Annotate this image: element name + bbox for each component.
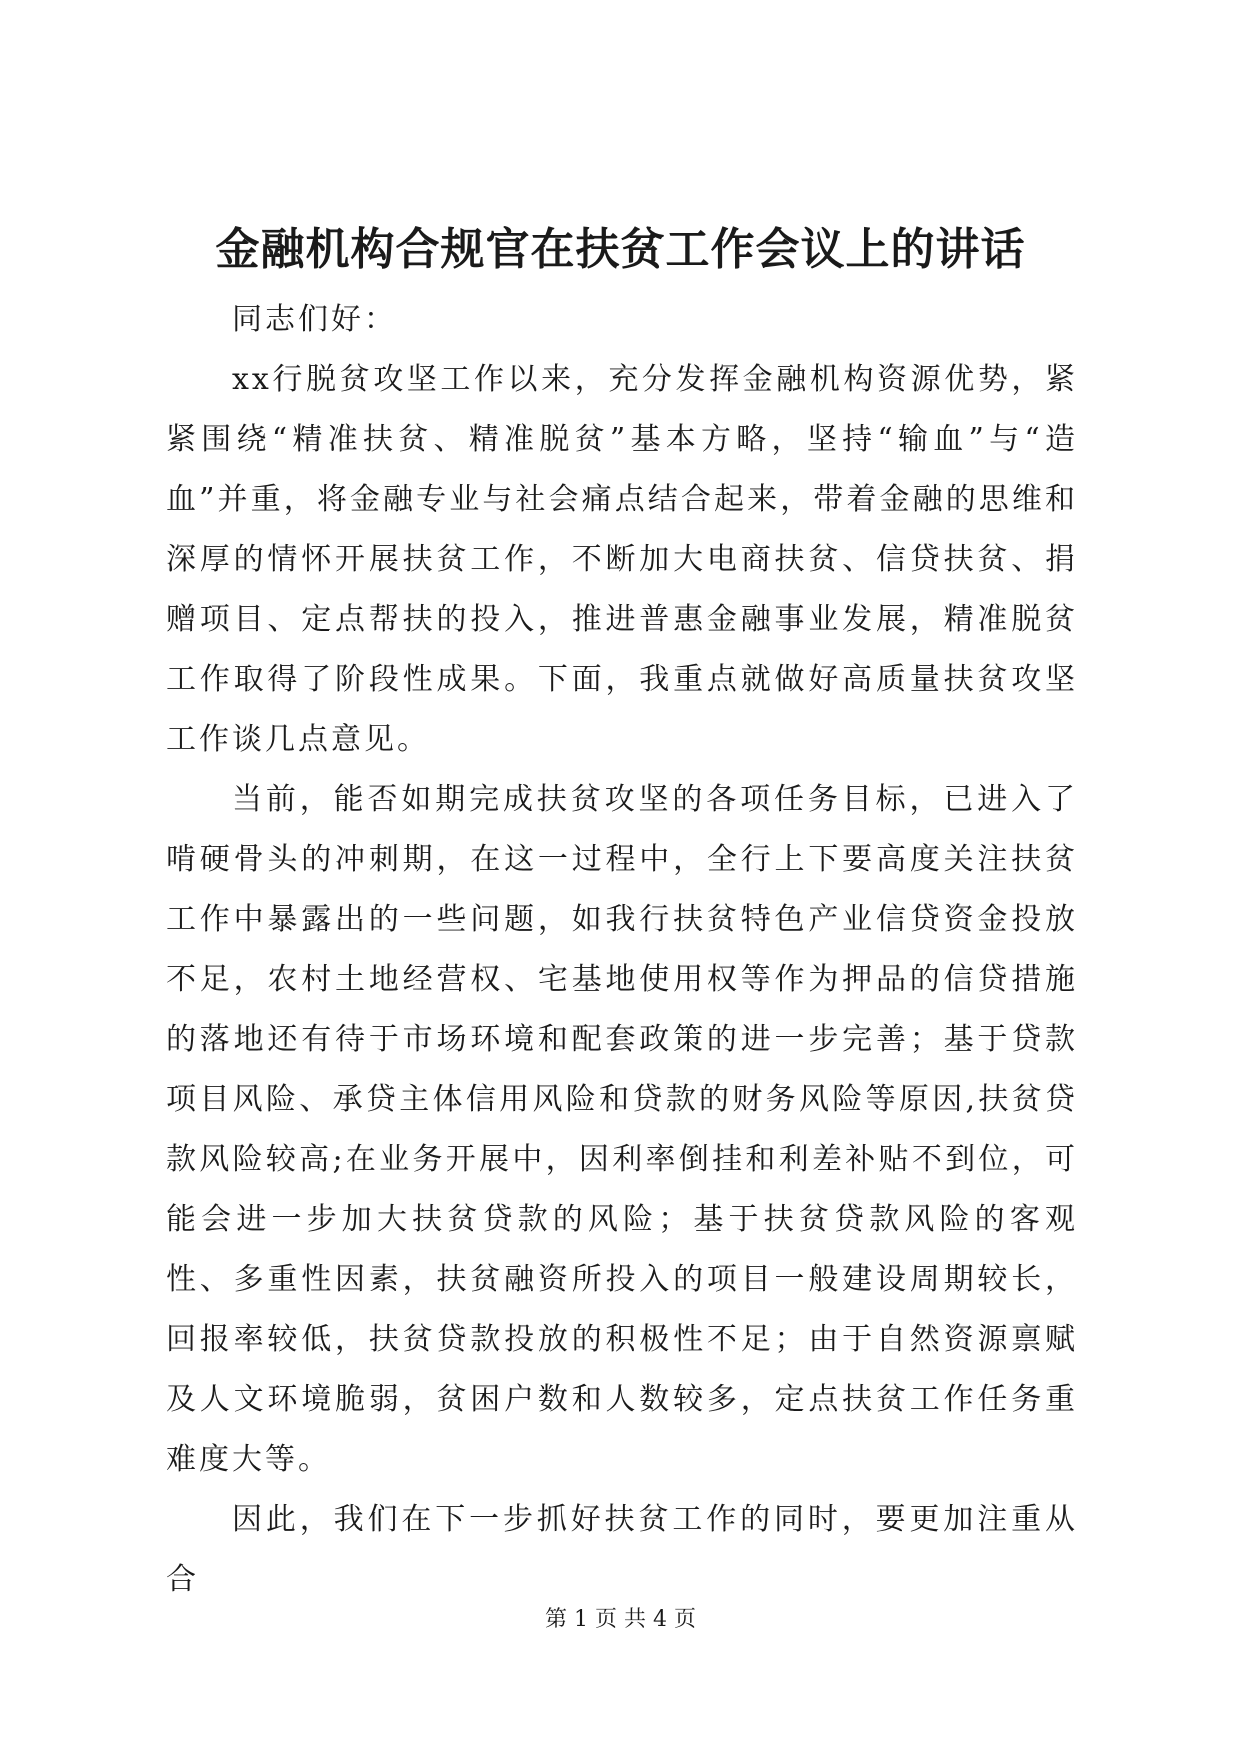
document-title: 金融机构合规官在扶贫工作会议上的讲话 [215,224,1026,275]
page-number: 第 1 页 共 4 页 [545,1607,696,1632]
page-footer [0,1605,1241,1635]
paragraph-1: xx行脱贫攻坚工作以来，充分发挥金融机构资源优势，紧紧围绕“精准扶贫、精准脱贫”基本方略，坚持“输血”与“造血”并重，将金融专业与社会痛点结合起来，带着金融的思维和深厚的情怀开展扶贫工作，不断加大电商扶贫、信贷扶贫、捐赠项目、定点帮扶的投入，推进普惠金融事业发展，精准脱贫工作取得了阶段性成果。下面，我重点就做好高质量扶贫攻坚工作谈几点意见。 [166,362,1078,757]
document-body [166,290,1078,1610]
paragraph-3: 因此，我们在下一步抓好扶贫工作的同时，要更加注重从合 [166,1502,1078,1597]
greeting-line: 同志们好： [232,302,397,337]
paragraph-2: 当前，能否如期完成扶贫攻坚的各项任务目标，已进入了啃硬骨头的冲刺期，在这一过程中，全行上下要高度关注扶贫工作中暴露出的一些问题，如我行扶贫特色产业信贷资金投放不足，农村土地经营权、宅基地使用权等作为押品的信贷措施的落地还有待于市场环境和配套政策的进一步完善；基于贷款项目风险、承贷主体信用风险和贷款的财务风险等原因,扶贫贷款风险较高;在业务开展中，因利率倒挂和利差补贴不到位，可能会进一步加大扶贫贷款的风险；基于扶贫贷款风险的客观性、多重性因素，扶贫融资所投入的项目一般建设周期较长，回报率较低，扶贫贷款投放的积极性不足；由于自然资源禀赋及人文环境脆弱，贫困户数和人数较多，定点扶贫工作任务重难度大等。 [166,782,1078,1477]
